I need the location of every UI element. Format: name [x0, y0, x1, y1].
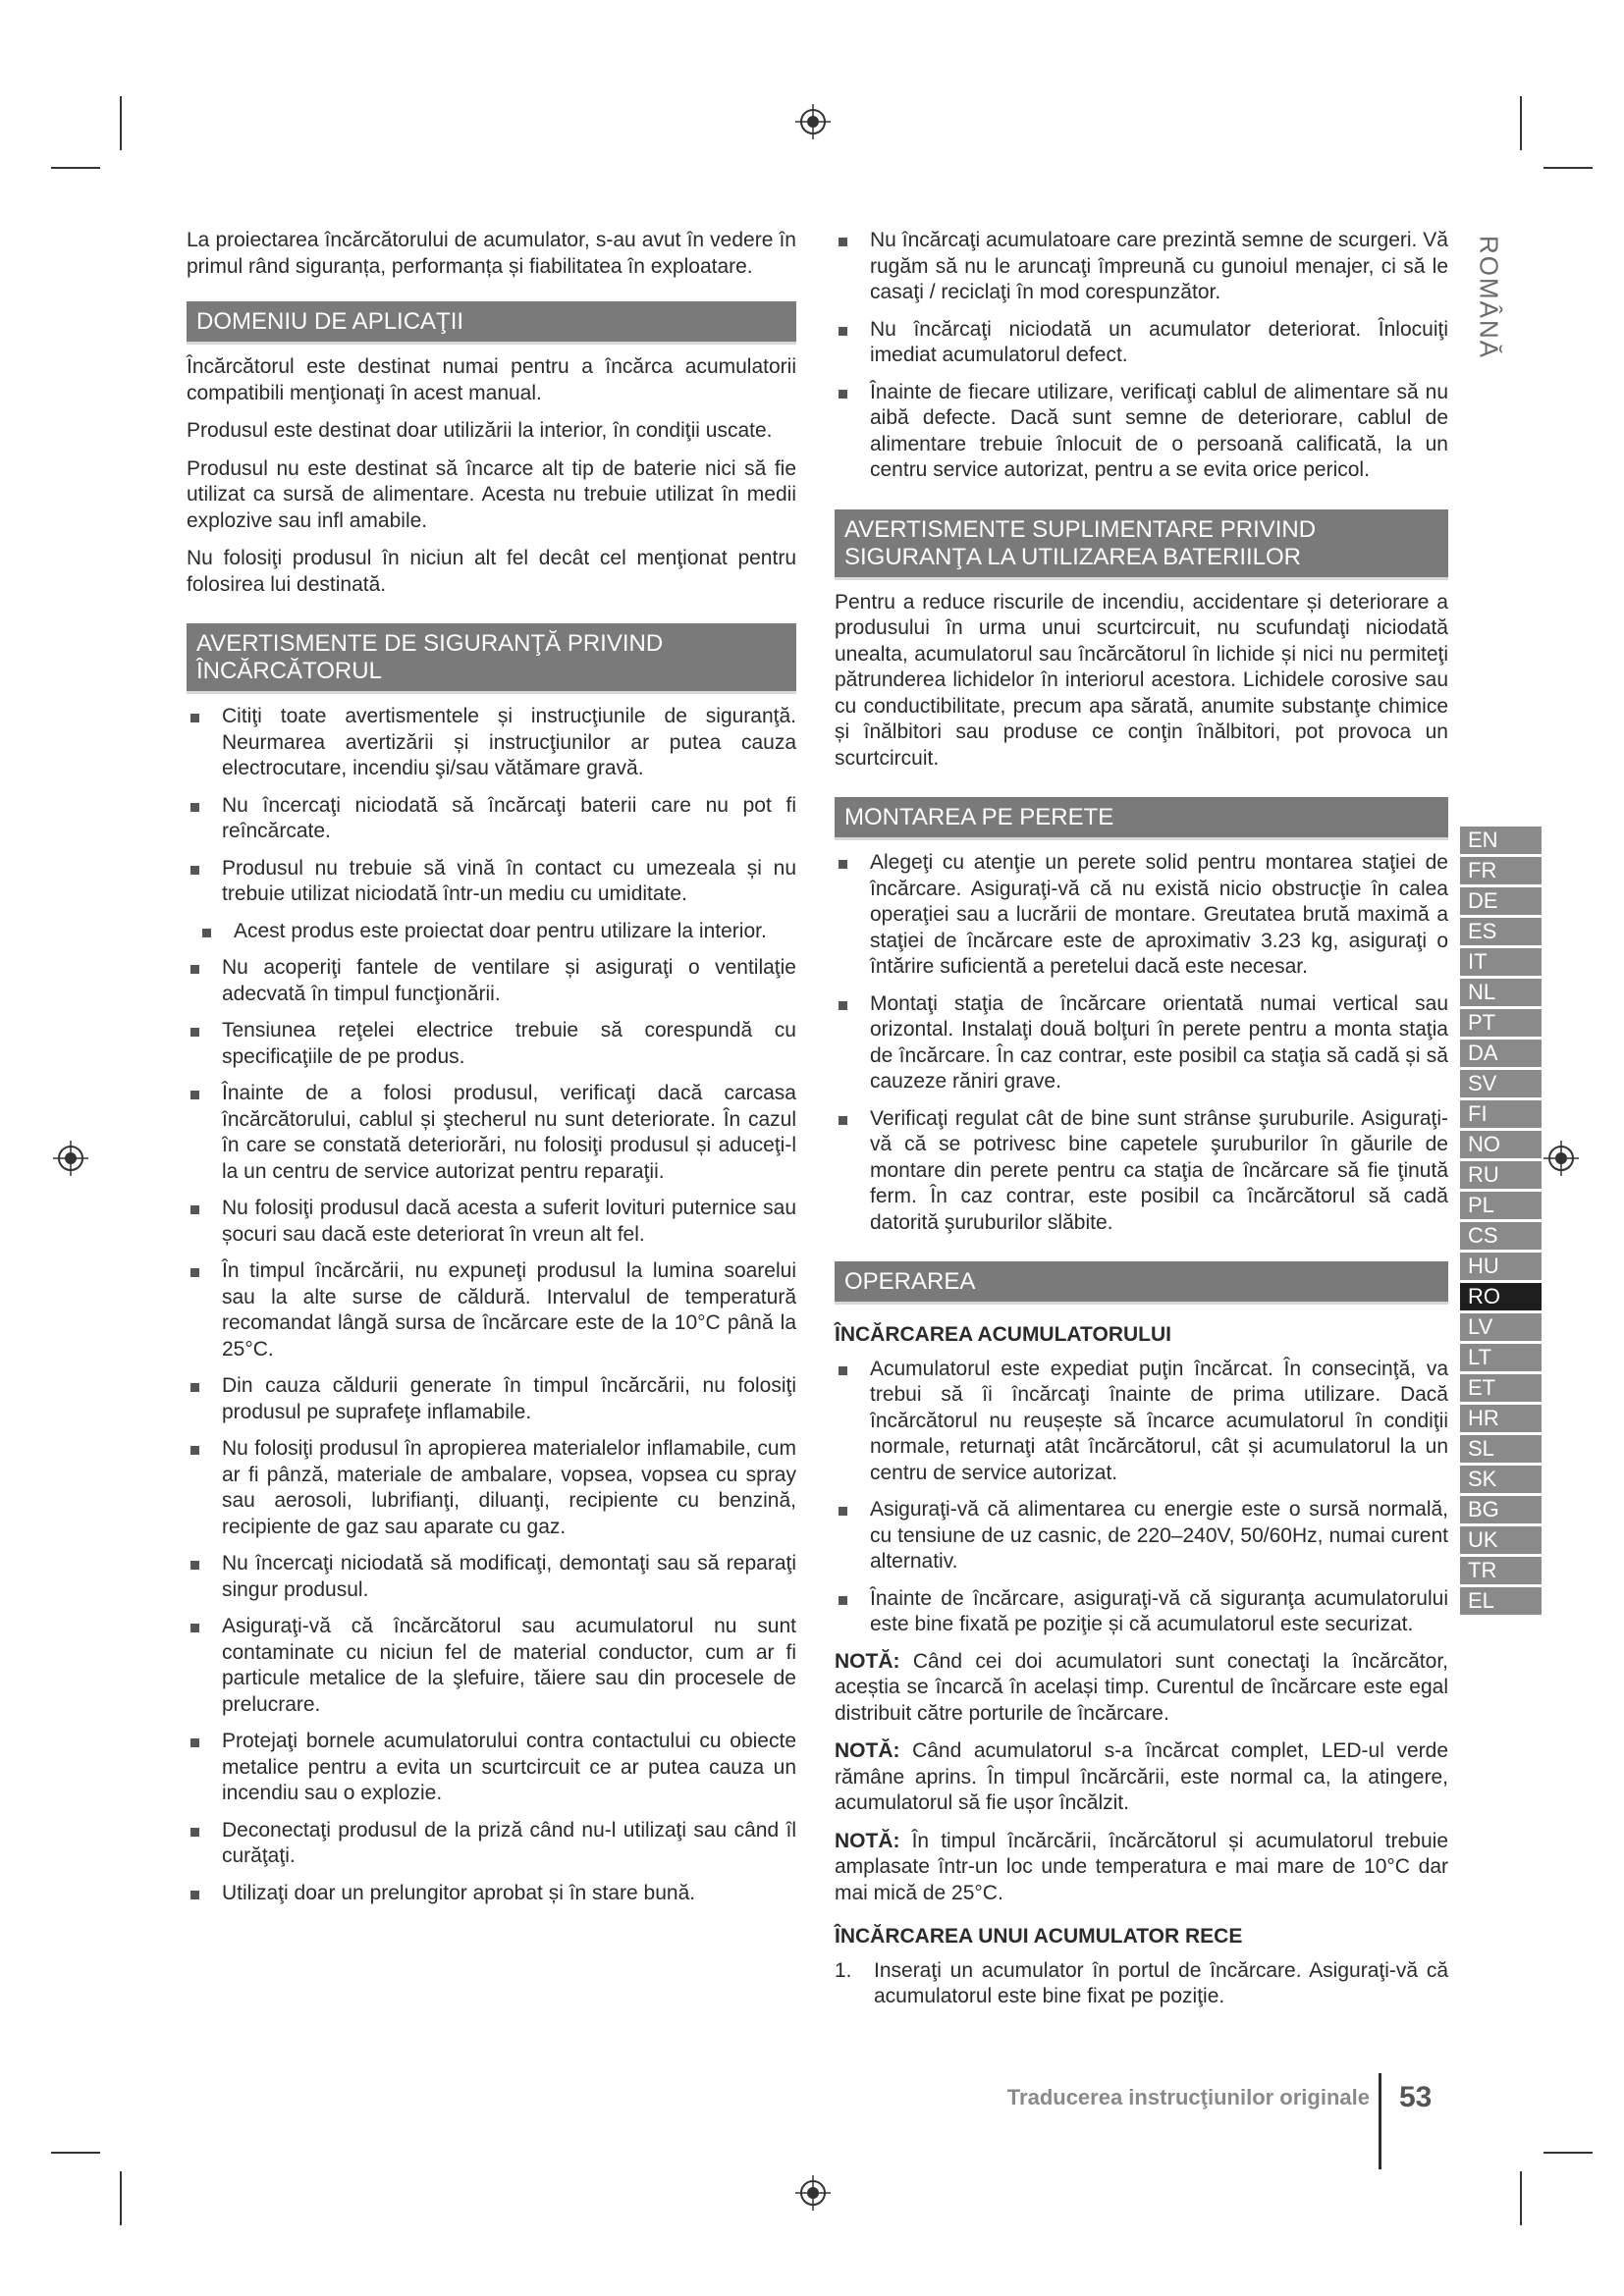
- list-item: Nu încercaţi niciodată să modificaţi, demontaţi sau să reparaţi singur produsul.: [187, 1551, 796, 1603]
- language-tab-hr: HR: [1460, 1405, 1542, 1432]
- list-item: Deconectaţi produsul de la priză când nu-l utilizaţi sau când îl curăţaţi.: [187, 1818, 796, 1870]
- section-heading-domeniu: DOMENIU DE APLICAŢII: [187, 301, 796, 345]
- list-item: Verificaţi regulat cât de bine sunt strânse şuruburile. Asiguraţi-vă că se potrivesc bine capetele şuruburilor în găurile de montare din perete pentru ca staţia de încărcare să fie ţinută ferm. În caz contrar, este posibil ca încărcătorul să cadă datorită şuruburilor slăbite.: [835, 1106, 1448, 1237]
- list-item: Montaţi staţia de încărcare orientată numai vertical sau orizontal. Instalaţi două bolţuri în perete pentru a monta staţia de încărcare. În caz contrar, este posibil ca staţia să cadă și să cauzeze răniri grave.: [835, 991, 1448, 1095]
- crop-mark: [1543, 167, 1593, 169]
- note: NOTĂ: Când cei doi acumulatori sunt conectaţi la încărcător, aceștia se încarcă în același timp. Curentul de încărcare este egal distribuit către porturile de încărcare.: [835, 1649, 1448, 1725]
- registration-mark-icon: [1542, 1139, 1581, 1178]
- note: NOTĂ: Când acumulatorul s-a încărcat complet, LED-ul verde rămâne aprins. În timpul încărcării, este normal ca, la atingere, acumulatorul să fie ușor încălzit.: [835, 1739, 1448, 1814]
- list-item: Nu acoperiţi fantele de ventilare și asiguraţi o ventilaţie adecvată în timpul funcţionării.: [187, 955, 796, 1007]
- language-tab-ru: RU: [1460, 1161, 1542, 1189]
- language-tab-de: DE: [1460, 887, 1542, 915]
- right-column: [835, 228, 1448, 2010]
- list-item: Înainte de încărcare, asiguraţi-vă că siguranţa acumulatorului este bine fixată pe poziţie și că acumulatorul este securizat.: [835, 1586, 1448, 1638]
- paragraph: Pentru a reduce riscurile de incendiu, accidentare și deteriorare a produsului în urma unui scurtcircuit, nu scufundaţi niciodată unealta, acumulatorul sau încărcătorul în lichide și nici nu permiteţi pătrunderea lichidelor în interiorul acestora. Lichidele corosive sau cu conductibilitate, precum apa sărată, anumite substanţe chimice și înălbitori sau produse ce conţin înălbitori, pot provoca un scurtcircuit.: [835, 590, 1448, 770]
- list-item: Nu încercaţi niciodată să încărcaţi baterii care nu pot fi reîncărcate.: [187, 793, 796, 845]
- list-item: Înainte de fiecare utilizare, verificaţi cablul de alimentare să nu aibă defecte. Dacă sunt semne de deteriorare, cablul de alimentare trebuie înlocuit de o persoană calificată, la un centru service autorizat, pentru a se evita orice pericol.: [835, 380, 1448, 484]
- language-tab-tr: TR: [1460, 1557, 1542, 1584]
- crop-mark: [120, 96, 122, 150]
- language-tab-uk: UK: [1460, 1526, 1542, 1554]
- registration-mark-icon: [793, 2173, 833, 2213]
- safety-list: [187, 704, 796, 1906]
- crop-mark: [51, 2152, 100, 2154]
- language-tab-lt: LT: [1460, 1344, 1542, 1371]
- language-tab-sl: SL: [1460, 1435, 1542, 1463]
- note: NOTĂ: În timpul încărcării, încărcătorul și acumulatorul trebuie amplasate într-un loc unde temperatura e mai mare de 10°C dar mai mică de 25°C.: [835, 1829, 1448, 1904]
- list-item: Utilizaţi doar un prelungitor aprobat și în stare bună.: [187, 1881, 796, 1907]
- language-tab-pt: PT: [1460, 1009, 1542, 1037]
- language-tab-cs: CS: [1460, 1222, 1542, 1250]
- subheading-acumulator-rece: ÎNCĂRCAREA UNUI ACUMULATOR RECE: [835, 1925, 1243, 1948]
- current-language-label: ROMÂNĂ: [1474, 235, 1504, 360]
- page-number: 53: [1399, 2081, 1433, 2113]
- language-tab-en: EN: [1460, 827, 1542, 854]
- crop-mark: [51, 167, 100, 169]
- section-heading-baterii: AVERTISMENTE SUPLIMENTARE PRIVIND SIGURANŢA LA UTILIZAREA BATERIILOR: [835, 509, 1448, 580]
- language-tab-fr: FR: [1460, 857, 1542, 884]
- steps-list: [835, 1958, 1448, 2010]
- footer-divider: [1379, 2073, 1381, 2169]
- list-item: Nu încărcaţi acumulatoare care prezintă semne de scurgeri. Vă rugăm să nu le aruncaţi împreună cu gunoiul menajer, ci să le casaţi / reciclaţi în mod corespunzător.: [835, 228, 1448, 306]
- safety-list-continued: [835, 228, 1448, 484]
- list-item: În timpul încărcării, nu expuneţi produsul la lumina soarelui sau la alte surse de căldură. Intervalul de temperatură recomandat lângă sursa de încărcare este de la 10°C până la 25°C.: [187, 1258, 796, 1362]
- language-tab-no: NO: [1460, 1131, 1542, 1158]
- language-tab-sk: SK: [1460, 1466, 1542, 1493]
- paragraph: Încărcătorul este destinat numai pentru a încărca acumulatorii compatibili menţionaţi în acest manual.: [187, 355, 796, 404]
- list-item: Nu folosiţi produsul dacă acesta a suferit lovituri puternice sau șocuri sau dacă este deteriorat în vreun alt fel.: [187, 1196, 796, 1248]
- list-item: Alegeţi cu atenţie un perete solid pentru montarea staţiei de încărcare. Asiguraţi-vă că nu există nicio obstrucţie în calea operaţiei sau a lucrării de montare. Greutatea brută maximă a staţiei de încărcare este de aproximativ 3.23 kg, asiguraţi o întărire suficientă a peretelui dacă este necesar.: [835, 850, 1448, 981]
- intro-paragraph: La proiectarea încărcătorului de acumulator, s-au avut în vedere în primul rând siguranța, performanța și fiabilitatea în exploatare.: [187, 229, 796, 278]
- language-tab-ro: RO: [1460, 1283, 1542, 1310]
- list-item: Citiţi toate avertismentele și instrucţiunile de siguranţă. Neurmarea avertizării și instrucţiunilor ar putea cauza electrocutare, incendiu şi/sau vătămare gravă.: [187, 704, 796, 782]
- section-heading-avertismente: AVERTISMENTE DE SIGURANŢĂ PRIVIND ÎNCĂRCĂTORUL: [187, 623, 796, 694]
- list-item: Acest produs este proiectat doar pentru utilizare la interior.: [198, 919, 796, 945]
- subheading-incarcarea: ÎNCĂRCAREA ACUMULATORULUI: [835, 1323, 1171, 1346]
- language-tab-es: ES: [1460, 918, 1542, 945]
- list-item: Înainte de a folosi produsul, verificaţi dacă carcasa încărcătorului, cablul și ştecherul nu sunt deteriorate. În cazul în care se constată deteriorări, nu folosiţi produsul și aduceţi-l la un centru de service autorizat pentru reparaţii.: [187, 1081, 796, 1185]
- list-item: Nu folosiţi produsul în apropierea materialelor inflamabile, cum ar fi pânză, materiale de ambalare, vopsea, vopsea cu spray sau aerosoli, lubrifianţi, diluanţi, recipiente cu benzină, recipiente de gaz sau aparate cu gaz.: [187, 1436, 796, 1540]
- section-heading-operarea: OPERAREA: [835, 1261, 1448, 1305]
- language-tab-nl: NL: [1460, 979, 1542, 1006]
- list-item: Protejaţi bornele acumulatorului contra contactului cu obiecte metalice pentru a evita un scurtcircuit ce ar putea cauza un incendiu sau o explozie.: [187, 1729, 796, 1807]
- language-tab-it: IT: [1460, 948, 1542, 976]
- language-tab-bg: BG: [1460, 1496, 1542, 1523]
- language-tab-pl: PL: [1460, 1192, 1542, 1219]
- language-tab-lv: LV: [1460, 1313, 1542, 1341]
- language-tab-et: ET: [1460, 1374, 1542, 1402]
- crop-mark: [120, 2171, 122, 2225]
- paragraph: Produsul nu este destinat să încarce alt tip de baterie nici să fie utilizat ca sursă de alimentare. Acesta nu trebuie utilizat în medii explozive sau infl amabile.: [187, 456, 796, 532]
- paragraph: Nu folosiţi produsul în niciun alt fel decât cel menţionat pentru folosirea lui destinată.: [187, 547, 796, 596]
- crop-mark: [1520, 2171, 1522, 2225]
- list-item: Produsul nu trebuie să vină în contact cu umezeala și nu trebuie utilizat niciodată într-un mediu cu umiditate.: [187, 856, 796, 908]
- crop-mark: [1520, 96, 1522, 150]
- list-item: Din cauza căldurii generate în timpul încărcării, nu folosiţi produsul pe suprafeţe inflamabile.: [187, 1373, 796, 1425]
- language-tab-da: DA: [1460, 1040, 1542, 1067]
- mounting-list: [835, 850, 1448, 1236]
- left-column: [187, 228, 796, 1917]
- section-heading-montare: MONTAREA PE PERETE: [835, 797, 1448, 840]
- charging-list: [835, 1357, 1448, 1638]
- registration-mark-icon: [793, 102, 833, 141]
- paragraph: Produsul este destinat doar utilizării la interior, în condiţii uscate.: [187, 419, 773, 442]
- footer-text: Traducerea instrucţiunilor originale: [1006, 2085, 1370, 2109]
- language-tabs: [1460, 827, 1542, 1618]
- list-item: Asiguraţi-vă că alimentarea cu energie este o sursă normală, cu tensiune de uz casnic, de 220–240V, 50/60Hz, numai curent alternativ.: [835, 1497, 1448, 1575]
- registration-mark-icon: [51, 1139, 90, 1178]
- list-item: Nu încărcaţi niciodată un acumulator deteriorat. Înlocuiţi imediat acumulatorul defect.: [835, 317, 1448, 369]
- language-tab-sv: SV: [1460, 1070, 1542, 1097]
- list-item: Asiguraţi-vă că încărcătorul sau acumulatorul nu sunt contaminate cu niciun fel de material conductor, cum ar fi particule metalice de la şlefuire, tăiere sau din procesele de prelucrare.: [187, 1614, 796, 1718]
- language-tab-fi: FI: [1460, 1100, 1542, 1128]
- list-item: Tensiunea reţelei electrice trebuie să corespundă cu specificaţiile de pe produs.: [187, 1018, 796, 1070]
- step-item: 1. Inseraţi un acumulator în portul de încărcare. Asiguraţi-vă că acumulatorul este bine fixat pe poziţie.: [835, 1958, 1448, 2007]
- crop-mark: [1543, 2152, 1593, 2154]
- language-tab-el: EL: [1460, 1587, 1542, 1615]
- language-tab-hu: HU: [1460, 1253, 1542, 1280]
- list-item: Acumulatorul este expediat puţin încărcat. În consecinţă, va trebui să îi încărcaţi înainte de prima utilizare. Dacă încărcătorul nu reușește să încarce acumulatorul în condiţii normale, returnaţi atât încărcătorul, cât și acumulatorul la un centru de service autorizat.: [835, 1357, 1448, 1487]
